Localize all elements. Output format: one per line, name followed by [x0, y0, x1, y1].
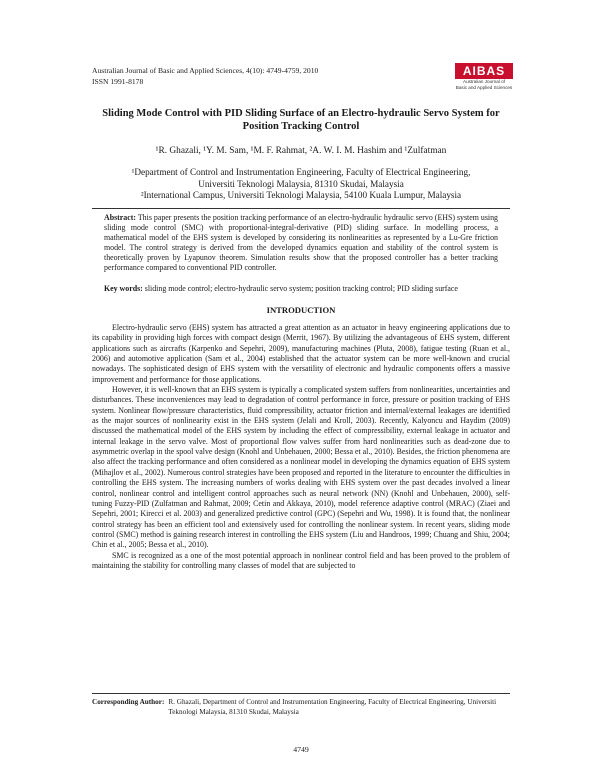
journal-issn: ISSN 1991-8178: [92, 76, 144, 86]
paragraph: However, it is well-known that an EHS system is typically a complicated system suffers from nonlinearities, uncertainties and disturbances. These inconveniences may lead to degradation of control performance in force, pressure or position tracking of EHS system. Nonlinear flow/pressure characteristics, fluid compressibility, actuator friction and internal/external leakages are identified as the major sources of nonlinearity exist in the EHS system (Jelali and Kroll, 2003). Recently, Kalyoncu and Haydim (2009) discussed the mathematical model of the EHS system by including the effect of compressibility, external leakage in actuator and internal leakage in the servo valve. Most of proportional flow valves suffer from hard nonlinearities such as dead-zone due to asymmetric overlap in the spool valve design (Knohl and Unbehauen, 2000; Bessa et al., 2010). Besides, the friction phenomena are also affect the tracking performance and often considered as a nonlinear model in developing the dynamics equation of EHS system (Mihajlov et al., 2002). Numerous control strategies have been proposed and reported in the literature to encounter the difficulties in controlling the EHS system. The increasing numbers of works dealing with EHS system over the past decades involved a linear control, nonlinear control and intelligent control approaches such as neural network (NN) (Knohl and Unbehauen, 2000), self-tuning Fuzzy-PID (Zulfatman and Rahmat, 2009; Cetin and Akkaya, 2010), model reference adaptive control (MRAC) (Ziaei and Sepehri, 2001; Kirecci et al. 2003) and generalized predictive control (GPC) (Sepehri and Wu, 1998). It is found that, the nonlinear control strategy has been an efficient tool and extensively used for controlling the nonlinear system. In recent years, sliding mode control (SMC) method is gaining research interest in controlling the EHS system (Liu and Handroos, 1999; Chuang and Shiu, 2004; Chin et al., 2005; Bessa et al., 2010).: [92, 385, 510, 550]
abstract-label: Abstract:: [104, 213, 136, 222]
journal-citation: Australian Journal of Basic and Applied Sciences, 4(10): 4749-4759, 2010: [92, 66, 319, 75]
footnote-rule: [92, 693, 510, 694]
corresponding-text: R. Ghazali, Department of Control and Instrumentation Engineering, Faculty of Electrical Engineering, Universiti Teknologi Malaysia, 81310 Skudai, Malaysia: [168, 698, 497, 716]
body-text: [92, 323, 510, 571]
journal-logo: [455, 63, 513, 91]
logo-subtitle-1: Australian Journal of: [463, 79, 505, 84]
keywords: [104, 284, 498, 294]
keywords-text: sliding mode control; electro-hydraulic servo system; position tracking control; PID sliding surface: [144, 284, 458, 293]
paragraph: SMC is recognized as a one of the most potential approach in nonlinear control field and has been proved to the problem of maintaining the stability for controlling many classes of model that are subjected to: [92, 550, 510, 570]
author-list: ¹R. Ghazali, ¹Y. M. Sam, ¹M. F. Rahmat, ²A. W. I. M. Hashim and ¹Zulfatman: [155, 146, 447, 156]
abstract-top-rule: [92, 208, 510, 209]
journal-header: [92, 66, 318, 87]
affiliations: [92, 167, 510, 202]
affiliation-line: ²International Campus, Universiti Teknologi Malaysia, 54100 Kuala Lumpur, Malaysia: [140, 190, 462, 200]
corresponding-label: Corresponding Author:: [92, 698, 165, 706]
paper-title: Sliding Mode Control with PID Sliding Surface of an Electro-hydraulic Servo System for Position Tracking Control: [102, 108, 500, 132]
logo-mark: AIBAS: [455, 63, 513, 79]
logo-subtitle-2: Basic and Applied Sciences: [455, 84, 513, 90]
affiliation-line: Universiti Teknologi Malaysia, 81310 Skudai, Malaysia: [198, 178, 404, 189]
affiliation-line: ¹Department of Control and Instrumentation Engineering, Faculty of Electrical Engineering,: [131, 167, 471, 177]
section-heading: INTRODUCTION: [266, 305, 336, 315]
keywords-label: Key words:: [104, 284, 143, 293]
corresponding-author: [92, 698, 510, 717]
page-number: 4749: [293, 745, 309, 754]
abstract: [104, 213, 498, 274]
paragraph: Electro-hydraulic servo (EHS) system has attracted a great attention as an actuator in heavy engineering applications due to its capability in providing high forces with compact design (Merrit, 1967). By utilizing the advantageous of EHS system, different applications such as aircrafts (Karpenko and Sepehri, 2009), manufacturing machines (Pluta, 2008), fatigue testing (Ruan et al., 2006) and automotive application (Sam et al., 2004) established that the actuator system can be more well-known and crucial nowadays. The sophisticated design of EHS system with the versatility of electronic and hydraulic components offers a massive improvement and performance for those applications.: [92, 323, 510, 384]
abstract-text: This paper presents the position tracking performance of an electro-hydraulic hydraulic servo (EHS) system using sliding mode control (SMC) with proportional-integral-derivative (PID) sliding surface. In modelling process, a mathematical model of the EHS system is developed by considering its nonlinearities as represented by a Lu-Gre friction model. The control strategy is derived from the developed dynamics equation and stability of the control system is theoretically proven by Lyapunov theorem. Simulation results show that the proposed controller has a better tracking performance compared to conventional PID controller.: [104, 213, 498, 273]
